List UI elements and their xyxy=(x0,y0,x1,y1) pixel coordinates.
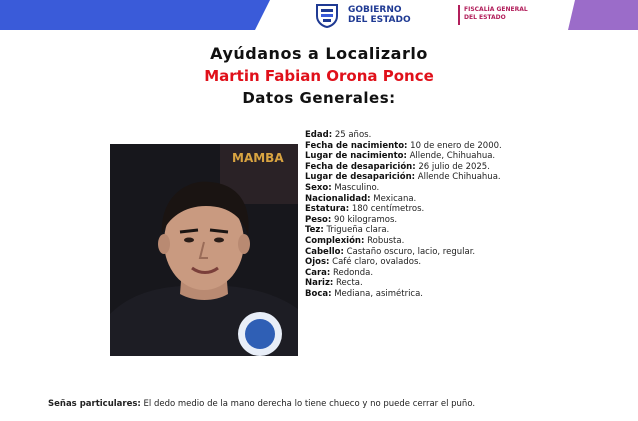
detail-label: Tez: xyxy=(305,225,324,236)
detail-peso xyxy=(305,215,540,226)
missing-person-photo xyxy=(110,144,298,356)
detail-value: 90 kilogramos. xyxy=(334,214,398,225)
detail-value: Mediana, asimétrica. xyxy=(334,288,424,299)
banner-purple-stripe xyxy=(568,0,638,30)
detail-label: Cabello: xyxy=(305,246,344,257)
detail-value: Masculino. xyxy=(334,182,380,193)
detail-fecha-desaparicion xyxy=(305,162,540,173)
government-logo xyxy=(300,2,540,28)
detail-value: 10 de enero de 2000. xyxy=(410,140,502,151)
detail-label: Ojos: xyxy=(305,257,330,268)
section-title: Datos Generales: xyxy=(242,89,396,107)
detail-value: 180 centímetros. xyxy=(351,204,425,215)
detail-label: Nariz: xyxy=(305,278,334,289)
detail-value: Allende, Chihuahua. xyxy=(409,151,496,162)
detail-label: Fecha de desaparición: xyxy=(305,161,416,172)
detail-value: 26 julio de 2025. xyxy=(418,161,490,172)
detail-label: Nacionalidad: xyxy=(305,193,371,204)
poster-heading: Ayúdanos a Localizarlo xyxy=(210,44,428,63)
detail-label: Estatura: xyxy=(305,204,350,215)
gov-line-1: GOBIERNO xyxy=(348,5,402,15)
detail-estatura xyxy=(305,204,540,215)
fiscalia-line-1: FISCALÍA GENERAL xyxy=(464,6,528,13)
detail-value: Redonda. xyxy=(333,267,374,278)
detail-cara xyxy=(305,268,540,279)
detail-nariz xyxy=(305,278,540,289)
detail-fecha-nacimiento xyxy=(305,141,540,152)
detail-edad xyxy=(305,130,540,141)
detail-value: 25 años. xyxy=(334,130,372,140)
person-portrait-illustration xyxy=(110,144,298,356)
gobierno-del-estado-text xyxy=(348,5,411,25)
detail-value: Café claro, ovalados. xyxy=(332,257,422,268)
gov-line-2: DEL ESTADO xyxy=(348,15,411,25)
detail-label: Lugar de desaparición: xyxy=(305,172,416,183)
detail-complexion xyxy=(305,236,540,247)
detail-value: Robusta. xyxy=(367,235,405,246)
shirt-text-mamba: MAMBA xyxy=(232,151,284,165)
state-shield-icon xyxy=(314,2,340,28)
detail-value: Allende Chihuahua. xyxy=(417,172,501,183)
detail-value: Trigueña clara. xyxy=(326,225,390,236)
detail-tez xyxy=(305,225,540,236)
fiscalia-text xyxy=(464,6,528,22)
particular-marks-value: El dedo medio de la mano derecha lo tiene chueco y no puede cerrar el puño. xyxy=(143,399,476,409)
detail-ojos xyxy=(305,257,540,268)
detail-value: Castaño oscuro, lacio, regular. xyxy=(346,246,476,257)
detail-cabello xyxy=(305,247,540,258)
detail-lugar-nacimiento xyxy=(305,151,540,162)
detail-nacionalidad xyxy=(305,194,540,205)
logo-divider xyxy=(458,5,460,25)
detail-value: Recta. xyxy=(336,278,363,289)
detail-label: Peso: xyxy=(305,214,332,225)
detail-label: Fecha de nacimiento: xyxy=(305,140,408,151)
particular-marks xyxy=(48,397,618,411)
detail-value: Mexicana. xyxy=(373,193,417,204)
detail-sexo xyxy=(305,183,540,194)
missing-person-name: Martin Fabian Orona Ponce xyxy=(204,67,434,85)
general-data-list xyxy=(305,130,540,300)
detail-label: Edad: xyxy=(305,130,333,140)
detail-boca xyxy=(305,289,540,300)
detail-label: Lugar de nacimiento: xyxy=(305,151,407,162)
detail-label: Complexión: xyxy=(305,235,365,246)
particular-marks-label: Señas particulares: xyxy=(48,399,141,409)
fiscalia-line-2: DEL ESTADO xyxy=(464,14,506,21)
detail-label: Sexo: xyxy=(305,182,332,193)
detail-label: Cara: xyxy=(305,267,331,278)
detail-label: Boca: xyxy=(305,288,332,299)
detail-lugar-desaparicion xyxy=(305,172,540,183)
banner-blue-stripe xyxy=(0,0,270,30)
